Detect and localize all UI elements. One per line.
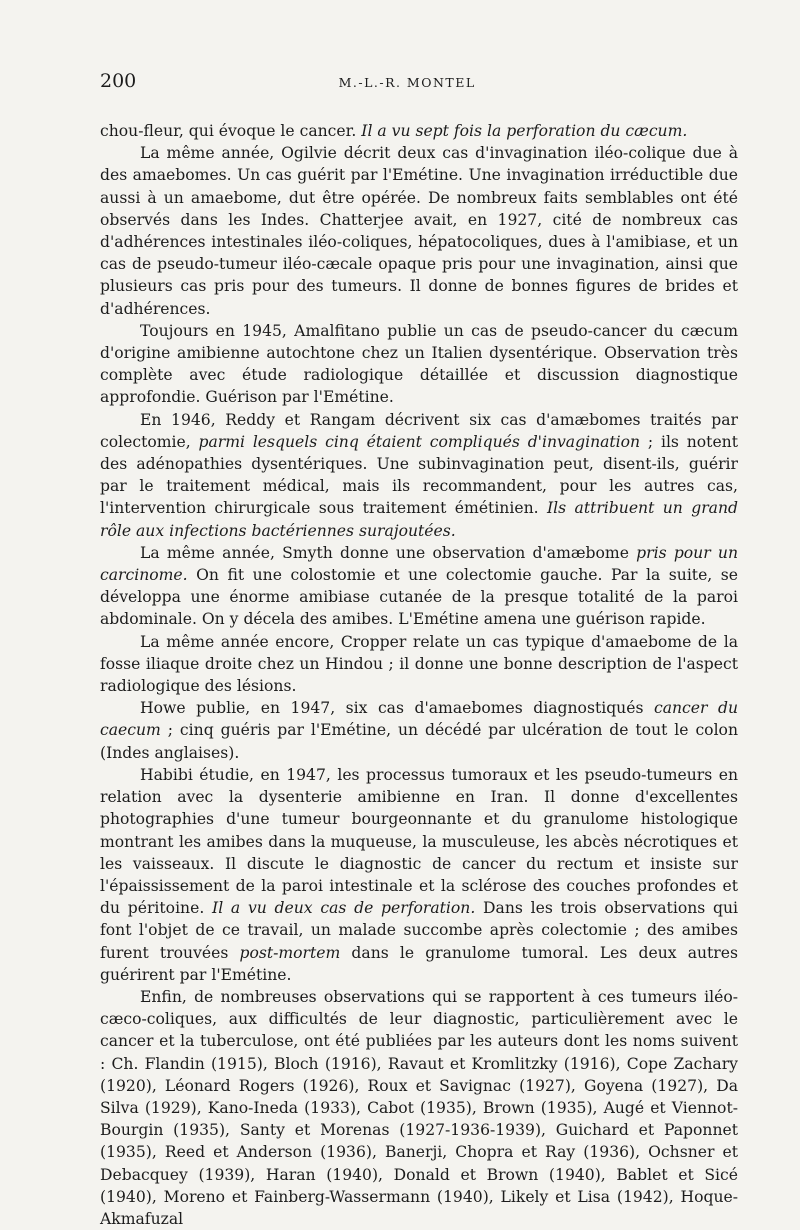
text-segment: La même année, Smyth donne une observation d'amæbome [140,543,637,562]
text-segment: La même année, Ogilvie décrit deux cas d'invagination iléo-colique due à des amaebomes. Un cas guérit par l'Emétine. Une invagination irréductible due aussi à un amaebome, dut être opérée. De nombreux faits semblables ont été observés dans les Indes. Chatterjee avait, en 1927, cité de nombreux cas d'adhérences intestinales iléo-coliques, hépatocoliques, dues à l'amibiase, et un cas de pseudo-tumeur iléo-cæcale opaque pris pour une invagination, ainsi que plusieurs cas pris pour des tumeurs. Il donne de bonnes figures de brides et d'adhérences. [100,144,738,318]
text-segment: On fit une colostomie et une colectomie gauche. Par la suite, se développa une énorme amibiase cutanée de la presque totalité de la paroi abdominale. On y décela des amibes. L'Emétine amena une guérison rapide. [100,566,738,629]
text-segment: En 1946, Reddy et Rangam décrivent six cas d'amæbomes traités par colectomie, [100,410,738,451]
italic-text: parmi lesquels cinq étaient compliqués d'invagination [198,432,641,451]
paragraph [100,542,738,631]
text-segment: La même année encore, Cropper relate un cas typique d'amaebome de la fosse iliaque droite chez un Hindou ; il donne une bonne description de l'aspect radiologique des lésions. [100,632,738,696]
italic-text: Ils attribuent un grand rôle aux infections bactériennes surajoutées. [100,499,738,540]
paragraph [100,764,738,986]
page-header [100,70,738,92]
italic-text: Il a vu sept fois la perforation du cæcum. [361,122,688,140]
body-text [100,120,738,1230]
text-segment: Habibi étudie, en 1947, les processus tumoraux et les pseudo-tumeurs en relation avec la dysenterie amibienne en Iran. Il donne d'excellentes photographies d'une tumeur bourgeonnante et du granulome histologique montrant les amibes dans la muqueuse, la musculeuse, les abcès nécrotiques et les vaisseaux. Il discute le diagnostic de cancer du rectum et insiste sur l'épaississement de la paroi intestinale et la sclérose des couches profondes et du péritoine. [100,765,738,918]
paragraph [100,631,738,698]
text-segment: dans le granulome tumoral. Les deux autres guérirent par l'Emétine. [100,943,738,984]
paragraph [100,409,738,542]
page-number: 200 [100,70,137,92]
text-segment: ; ils notent des adénopathies dysentériques. Une subinvagination peut, disent-ils, guérir par le traitement médical, mais ils recommandent, pour les autres cas, l'intervention chirurgicale sous traitement émétinien. [100,432,738,518]
paragraph [100,320,738,409]
text-segment: Toujours en 1945, Amalfitano publie un cas de pseudo-cancer du cæcum d'origine amibienne autochtone chez un Italien dysentérique. Observation très complète avec étude radiologique détaillée et discussion diagnostique approfondie. Guérison par l'Emétine. [100,321,738,407]
paragraph [100,986,738,1230]
text-segment: Dans les trois observations qui font l'objet de ce travail, un malade succombe après colectomie ; des amibes furent trouvées [100,899,739,962]
text-segment: chou-fleur, qui évoque le cancer. [100,122,362,140]
italic-text: Il a vu deux cas de perforation. [212,899,476,918]
italic-text: post-mortem [239,943,341,962]
text-segment: ; cinq guéris par l'Emétine, un décédé par ulcération de tout le colon (Indes anglaises). [100,721,738,762]
text-segment: Enfin, de nombreuses observations qui se rapportent à ces tumeurs iléo-cæco-coliques, aux difficultés de leur diagnostic, particulièrement avec le cancer et la tuberculose, ont été publiées par les auteurs dont les noms suivent : Ch. Flandin (1915), Bloch (1916), Ravaut et Kromlitzky (1916), Cope Zachary (1920), Léonard Rogers (1926), Roux et Savignac (1927), Goyena (1927), Da Silva (1929), Kano-Ineda (1933), Cabot (1935), Brown (1935), Augé et Viennot-Bourgin (1935), Santy et Morenas (1927-1936-1939), Guichard et Paponnet (1935), Reed et Anderson (1936), Banerji, Chopra et Ray (1936), Ochsner et Debacquey (1939), Haran (1940), Donald et Brown (1940), Bablet et Sicé (1940), Moreno et Fainberg-Wassermann (1940), Likely et Lisa (1942), Hoque-Akmafuzal [100,987,738,1228]
italic-text: pris pour un carcinome. [100,543,738,585]
italic-text: cancer du caecum [100,699,738,740]
document-page [100,70,738,1230]
paragraph [100,697,738,764]
paragraph [100,142,738,320]
paragraph [100,120,738,142]
running-head: M.-L.-R. MONTEL [338,75,476,90]
text-segment: Howe publie, en 1947, six cas d'amaebomes diagnostiqués [140,699,654,718]
